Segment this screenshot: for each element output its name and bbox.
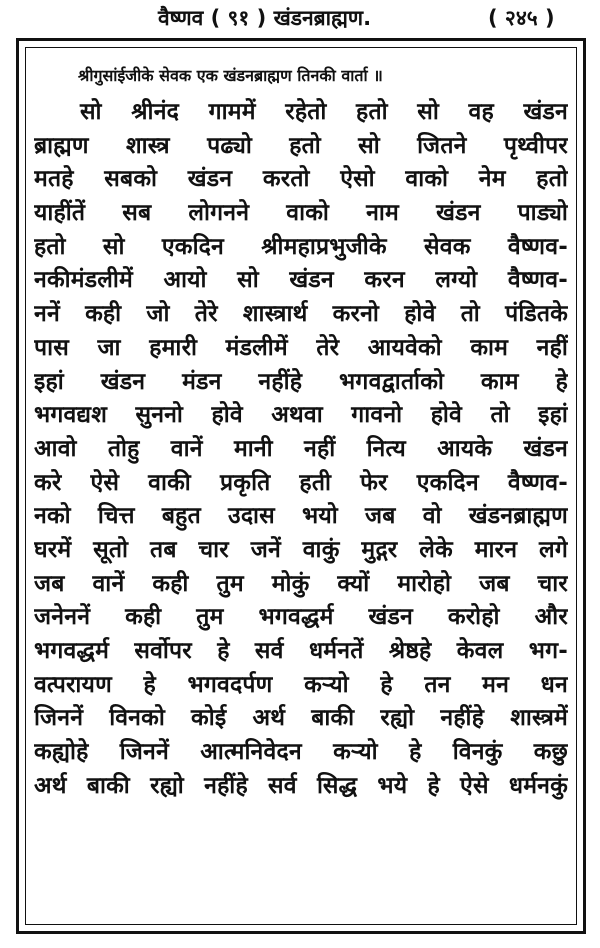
- text-line: करे ऐसे वाकी प्रकृति हती फेर एकदिन वैष्णव-: [34, 469, 568, 496]
- text-line: याहींतें सब लोगनने वाको नाम खंडन पाड्यो: [34, 200, 568, 227]
- page-number: ( २४५ ): [488, 6, 555, 30]
- text-line: आवो तोहु वानें मानी नहीं नित्य आयके खंडन: [34, 435, 568, 462]
- text-line: जब वानें कही तुम मोकुं क्यों मारोहो जब चार: [34, 570, 568, 597]
- text-line: भगवद्यश सुननो होवे अथवा गावनो होवे तो इहां: [34, 402, 568, 429]
- text-line: ननें कही जो तेरे शास्त्रार्थ करनो होवे तो पंडितके: [34, 301, 568, 328]
- text-line: हतो सो एकदिन श्रीमहाप्रभुजीके सेवक वैष्णव-: [34, 233, 568, 260]
- text-line: जनेननें कही तुम भगवद्धर्म खंडन करोहो और: [34, 604, 568, 631]
- text-line: कह्योहे जिननें आत्मनिवेदन कर्‍यो हे विनकुं कछु: [34, 739, 568, 766]
- section-heading: श्रीगुसांईजीके सेवक एक खंडनब्राह्मण तिनकी वार्ता ॥: [78, 66, 383, 85]
- text-line: अर्थ बाकी रह्यो नहींहे सर्व सिद्ध भये हे ऐसे धर्मनकुं: [34, 772, 568, 799]
- page-header: [0, 0, 600, 38]
- text-line: नकीमंडलीमें आयो सो खंडन करन लग्यो वैष्णव-: [34, 267, 568, 294]
- body-text: [34, 96, 568, 803]
- text-line: ब्राह्मण शास्त्र पढ्यो हतो सो जितने पृथ्वीपर: [34, 132, 568, 159]
- text-line: भगवद्धर्म सर्वोपर हे सर्व धर्मनतें श्रेष्ठहे केवल भग-: [34, 638, 568, 664]
- text-line: मतहे सबको खंडन करतो ऐसो वाको नेम हतो: [34, 166, 568, 193]
- text-line: वत्परायण हे भगवदर्पण कर्‍यो हे तन मन धन: [34, 671, 568, 698]
- running-title: वैष्णव ( ९१ ) खंडनब्राह्मण.: [158, 6, 372, 30]
- text-line: इहां खंडन मंडन नहींहे भगवद्वार्ताको काम हे: [34, 368, 568, 395]
- text-line: नको चित्त बहुत उदास भयो जब वो खंडनब्राह्मण: [34, 503, 568, 530]
- text-line: जिननें विनको कोई अर्थ बाकी रह्यो नहींहे शास्त्रमें: [34, 705, 568, 732]
- text-line: पास जा हमारी मंडलीमें तेरे आयवेको काम नहीं: [34, 334, 568, 361]
- text-line: सो श्रीनंद गाममें रहेतो हतो सो वह खंडन: [80, 99, 568, 125]
- text-line: घरमें सूतो तब चार जनें वाकुं मुद्गर लेके मारन लगे: [34, 536, 568, 563]
